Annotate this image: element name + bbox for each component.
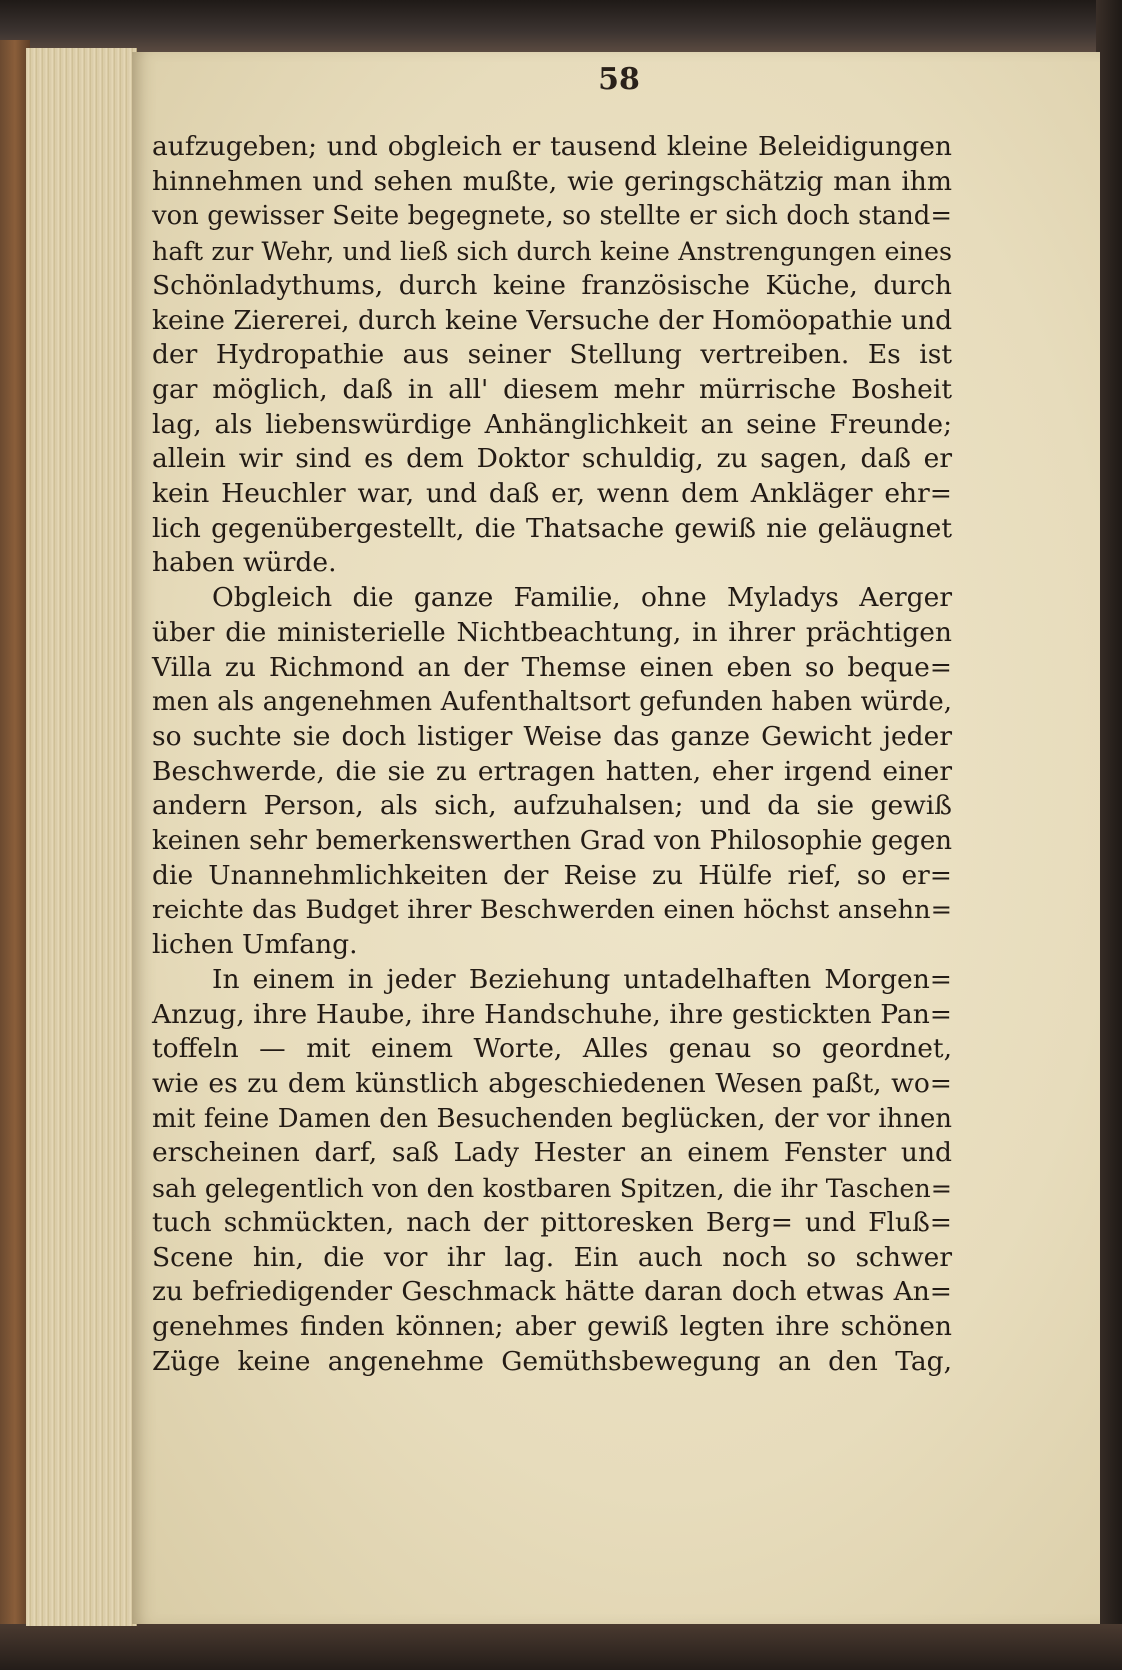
text-line: tuch schmückten, nach der pittoresken Berg= und Fluß= xyxy=(152,1206,952,1238)
text-line: Scene hin, die vor ihr lag. Ein auch noch so schwer xyxy=(152,1241,952,1273)
text-line: lag, als liebenswürdige Anhänglichkeit an seine Freunde; xyxy=(152,408,952,440)
text-line: kein Heuchler war, und daß er, wenn dem Ankläger ehr= xyxy=(152,478,952,510)
text-line: der Hydropathie aus seiner Stellung vertreiben. Es ist xyxy=(152,339,952,371)
text-line: hinnehmen und sehen mußte, wie geringschätzig man ihm xyxy=(152,165,952,197)
text-line: lich gegenübergestellt, die Thatsache gewiß nie geläugnet xyxy=(152,512,952,544)
text-line: Beschwerde, die sie zu ertragen hatten, eher irgend einer xyxy=(152,755,952,787)
text-line: toffeln — mit einem Worte, Alles genau so geordnet, xyxy=(152,1033,952,1065)
text-line: Züge keine angenehme Gemüthsbewegung an den Tag, xyxy=(152,1345,952,1377)
text-line: Schönladythums, durch keine französische Küche, durch xyxy=(152,269,952,301)
text-line: wie es zu dem künstlich abgeschiedenen Wesen paßt, wo= xyxy=(152,1067,952,1099)
text-line: mit feine Damen den Besuchenden beglücken, der vor ihnen xyxy=(152,1103,952,1134)
text-line: erscheinen darf, saß Lady Hester an einem Fenster und xyxy=(152,1137,952,1169)
text-line: haft zur Wehr, und ließ sich durch keine Anstrengungen eines xyxy=(152,236,952,267)
paragraph-2 xyxy=(152,581,952,963)
text-line: Anzug, ihre Haube, ihre Handschuhe, ihre gestickten Pan= xyxy=(152,998,952,1030)
text-line: über die ministerielle Nichtbeachtung, in ihrer prächtigen xyxy=(152,616,952,648)
text-line: von gewisser Seite begegnete, so stellte er sich doch stand= xyxy=(152,201,952,232)
text-line: lichen Umfang. xyxy=(152,929,358,961)
text-line: genehmes finden können; aber gewiß legten ihre schönen xyxy=(152,1310,952,1342)
text-line: zu befriedigender Geschmack hätte daran doch etwas An= xyxy=(152,1276,952,1308)
text-line: keinen sehr bemerkenswerthen Grad von Philosophie gegen xyxy=(152,826,952,857)
text-line: aufzugeben; und obgleich er tausend kleine Beleidigungen xyxy=(152,131,952,162)
text-line: keine Ziererei, durch keine Versuche der Homöopathie und xyxy=(152,304,953,336)
paragraph-1 xyxy=(152,130,952,581)
text-line: reichte das Budget ihrer Beschwerden einen höchst ansehn= xyxy=(152,895,952,926)
book-cover-bottom xyxy=(0,1624,1122,1670)
text-line: so suchte sie doch listiger Weise das ganze Gewicht jeder xyxy=(152,720,952,752)
text-line: andern Person, als sich, aufzuhalsen; und da sie gewiß xyxy=(152,790,952,822)
text-line: gar möglich, daß in all' diesem mehr mürrische Bosheit xyxy=(152,373,952,405)
text-line: Obgleich die ganze Familie, ohne Myladys Aerger xyxy=(212,582,952,614)
page-edges xyxy=(26,48,137,1626)
paragraph-3 xyxy=(152,963,952,1379)
page-body xyxy=(152,130,952,1379)
text-line: haben würde. xyxy=(152,547,337,579)
text-line: sah gelegentlich von den kostbaren Spitzen, die ihr Taschen= xyxy=(152,1173,952,1204)
page-number: 58 xyxy=(598,62,640,97)
text-line: In einem in jeder Beziehung untadelhaften Morgen= xyxy=(212,963,952,995)
text-line: allein wir sind es dem Doktor schuldig, zu sagen, daß er xyxy=(152,443,952,475)
text-line: Villa zu Richmond an der Themse einen eben so beque= xyxy=(152,651,952,683)
text-line: men als angenehmen Aufenthaltsort gefunden haben würde, xyxy=(152,687,952,718)
text-line: die Unannehmlichkeiten der Reise zu Hülfe rief, so er= xyxy=(152,859,952,891)
book-cover-top xyxy=(0,0,1122,52)
